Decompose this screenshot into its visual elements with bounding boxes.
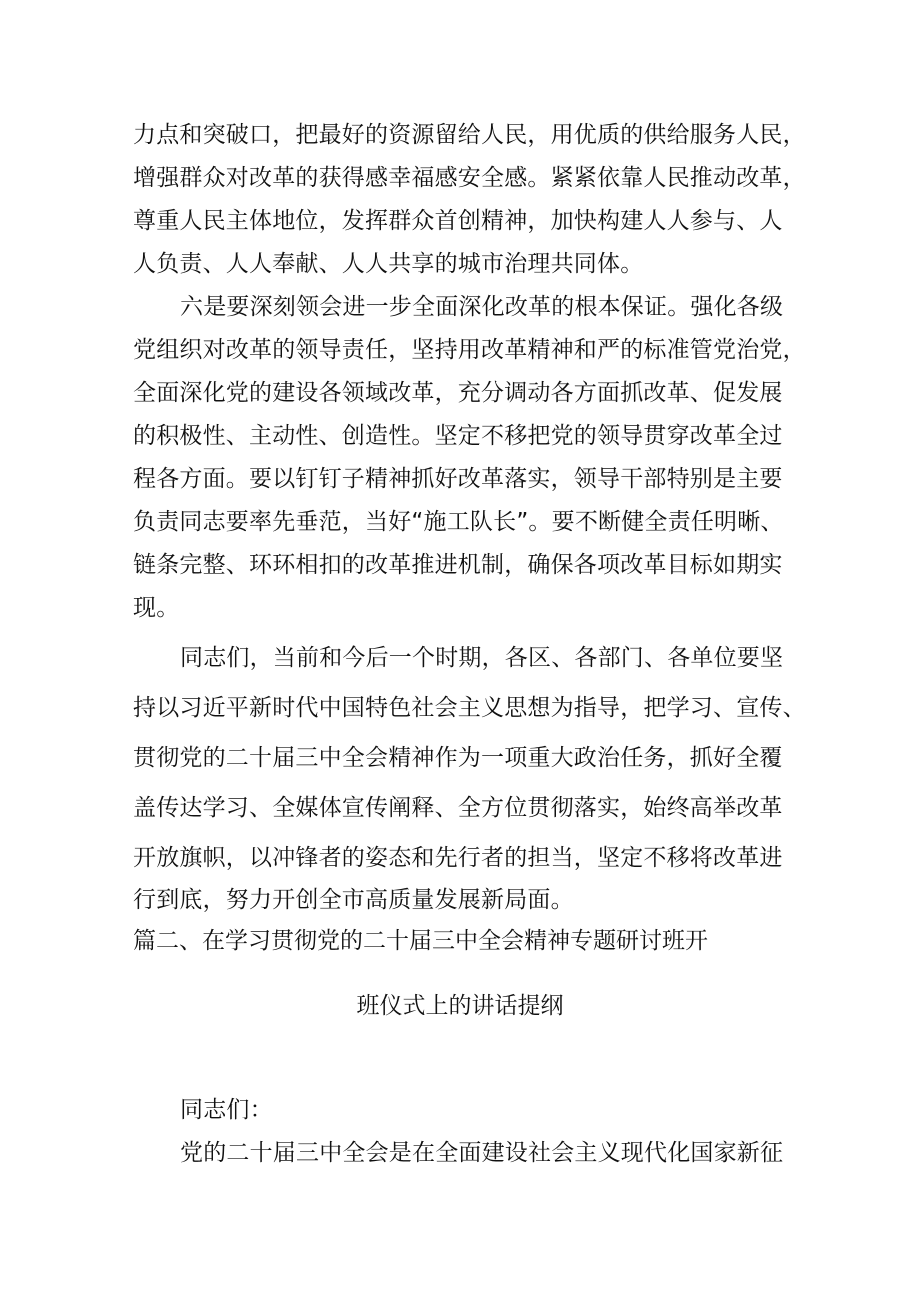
paragraph-line: 党组织对改革的领导责任，坚持用改革精神和严的标准管党治党， — [133, 337, 806, 363]
paragraph-line: 持以习近平新时代中国特色社会主义思想为指导，把学习、宣传、 — [133, 695, 806, 721]
paragraph-line: 现。 — [133, 595, 180, 621]
section-heading: 篇二、在学习贯彻党的二十届三中全会精神专题研讨班开 — [133, 928, 708, 954]
paragraph-line: 负责同志要率先垂范，当好“施工队长”。要不断健全责任明晰、 — [133, 509, 784, 535]
paragraph-line: 链条完整、环环相扣的改革推进机制，确保各项改革目标如期实 — [133, 552, 783, 578]
paragraph-line: 六是要深刻领会进一步全面深化改革的根本保证。强化各级 — [180, 294, 784, 320]
paragraph-line: 人负责、人人奉献、人人共享的城市治理共同体。 — [133, 251, 644, 277]
paragraph-line: 尊重人民主体地位，发挥群众首创精神，加快构建人人参与、人 — [133, 208, 783, 234]
paragraph-line: 贯彻党的二十届三中全会精神作为一项重大政治任务，抓好全覆 — [133, 745, 783, 771]
paragraph-line: 全面深化党的建设各领域改革，充分调动各方面抓改革、促发展 — [133, 380, 783, 406]
paragraph-line: 力点和突破口，把最好的资源留给人民，用优质的供给服务人民， — [133, 122, 806, 148]
salutation: 同志们： — [180, 1097, 273, 1123]
paragraph-line: 增强群众对改革的获得感幸福感安全感。紧紧依靠人民推动改革， — [133, 165, 806, 191]
paragraph-line: 盖传达学习、全媒体宣传阐释、全方位贯彻落实，始终高举改革 — [133, 795, 783, 821]
paragraph-line: 同志们，当前和今后一个时期，各区、各部门、各单位要坚 — [180, 645, 784, 671]
paragraph-line: 开放旗帜，以冲锋者的姿态和先行者的担当，坚定不移将改革进 — [133, 845, 783, 871]
paragraph-line: 行到底，努力开创全市高质量发展新局面。 — [133, 887, 574, 913]
paragraph-line: 的积极性、主动性、创造性。坚定不移把党的领导贯穿改革全过 — [133, 423, 783, 449]
paragraph-line: 党的二十届三中全会是在全面建设社会主义现代化国家新征 — [180, 1140, 784, 1166]
section-subtitle: 班仪式上的讲话提纲 — [356, 993, 564, 1019]
paragraph-line: 程各方面。要以钉钉子精神抓好改革落实，领导干部特别是主要 — [133, 466, 783, 492]
